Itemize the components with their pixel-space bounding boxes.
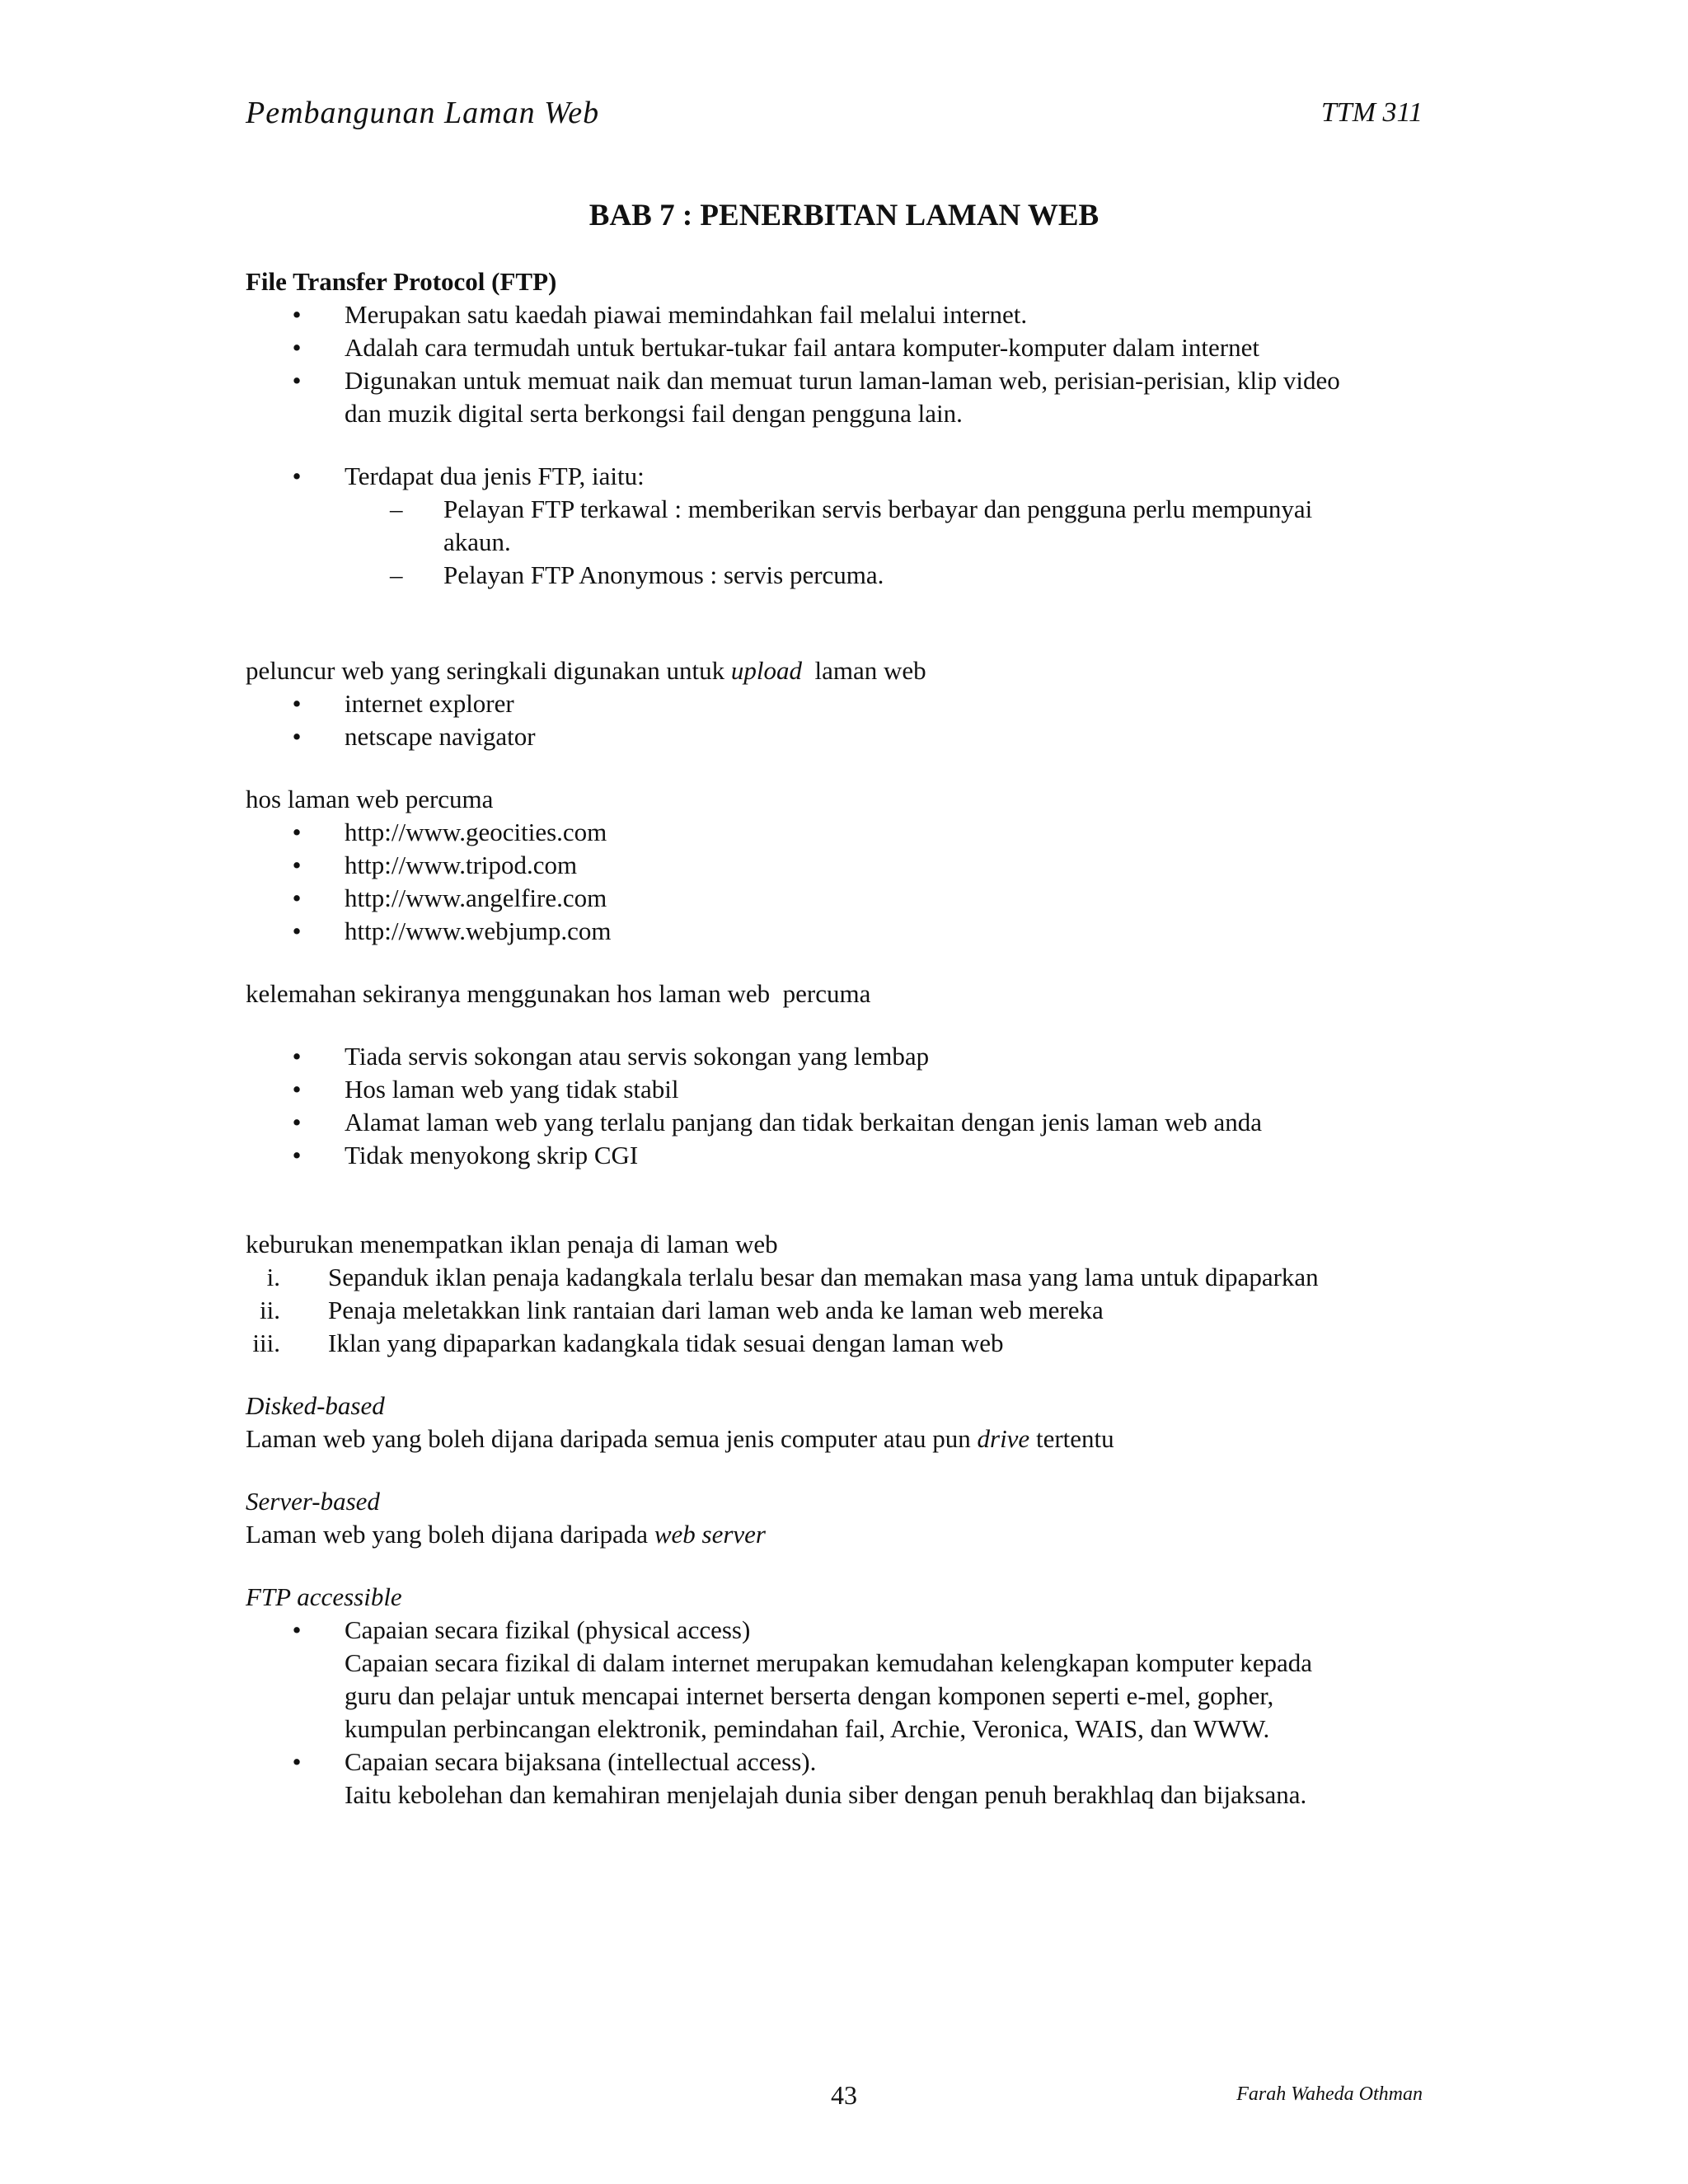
dash-icon: – — [390, 494, 403, 523]
bullet-icon: • — [292, 333, 302, 362]
list-item: • Tidak menyokong skrip CGI — [246, 1139, 1432, 1172]
ads-intro: keburukan menempatkan iklan penaja di laman web — [246, 1230, 778, 1258]
ftp-types-list — [246, 460, 1432, 493]
dash-icon: – — [390, 560, 403, 589]
list-item: • Hos laman web yang tidak stabil — [246, 1073, 1432, 1106]
bullet-icon: • — [292, 1075, 302, 1104]
list-item: – Pelayan FTP Anonymous : servis percuma. — [246, 559, 1432, 592]
list-item: • Alamat laman web yang terlalu panjang dan tidak berkaitan dengan jenis laman web anda — [246, 1106, 1432, 1139]
ftp-heading: File Transfer Protocol (FTP) — [246, 267, 557, 296]
list-item: • http://www.webjump.com — [246, 915, 1432, 948]
bullet-icon: • — [292, 1042, 302, 1071]
bullet-icon: • — [292, 1747, 302, 1776]
weaknesses-intro: kelemahan sekiranya menggunakan hos laman web percuma — [246, 979, 871, 1008]
list-item: • http://www.tripod.com — [246, 849, 1432, 882]
list-item: • Tiada servis sokongan atau servis sokongan yang lembap — [246, 1040, 1432, 1073]
header-course-title: Pembangunan Laman Web — [246, 96, 600, 130]
bullet-icon: • — [292, 300, 302, 329]
header-course-code: TTM 311 — [1320, 97, 1423, 128]
disked-text: Laman web yang boleh dijana daripada semua jenis computer atau pun drive tertentu — [246, 1424, 1114, 1453]
chapter-title: BAB 7 : PENERBITAN LAMAN WEB — [588, 199, 1100, 232]
bullet-icon: • — [292, 366, 302, 395]
list-item: iii. Iklan yang dipaparkan kadangkala tidak sesuai dengan laman web — [252, 1329, 1004, 1357]
bullet-icon: • — [292, 1141, 302, 1169]
bullet-icon: • — [292, 1615, 302, 1644]
list-item: • internet explorer — [246, 687, 1432, 720]
footer-author: Farah Waheda Othman — [1236, 2083, 1423, 2105]
list-item: • Digunakan untuk memuat naik dan memuat turun laman-laman web, perisian-perisian, klip video dan muzik digital serta berkongsi fail dengan pengguna lain. — [246, 364, 1432, 430]
ftp-bullet-list — [246, 298, 1432, 430]
server-heading: Server-based — [246, 1487, 380, 1516]
bullet-icon: • — [292, 462, 302, 490]
bullet-icon: • — [292, 689, 302, 718]
list-item: • Capaian secara bijaksana (intellectual access). Iaitu kebolehan dan kemahiran menjelajah dunia siber dengan penuh berakhlaq dan bijaksana. — [246, 1746, 1432, 1811]
list-item: • http://www.angelfire.com — [246, 882, 1432, 915]
free-hosts-list — [246, 816, 1432, 948]
list-item: i. Sepanduk iklan penaja kadangkala terlalu besar dan memakan masa yang lama untuk dipaparkan — [266, 1263, 1319, 1291]
list-item: • Terdapat dua jenis FTP, iaitu: — [246, 460, 1432, 493]
server-text: Laman web yang boleh dijana daripada web server — [246, 1520, 766, 1549]
list-item: • Merupakan satu kaedah piawai memindahkan fail melalui internet. — [246, 298, 1432, 331]
list-item: • Adalah cara termudah untuk bertukar-tukar fail antara komputer-komputer dalam internet — [246, 331, 1432, 364]
page-number: 43 — [831, 2080, 857, 2110]
bullet-icon: • — [292, 1108, 302, 1137]
bullet-icon: • — [292, 722, 302, 751]
ftp-access-heading: FTP accessible — [246, 1582, 402, 1611]
list-item: ii. Penaja meletakkan link rantaian dari laman web anda ke laman web mereka — [260, 1296, 1104, 1324]
disked-heading: Disked-based — [246, 1391, 385, 1420]
bullet-icon: • — [292, 883, 302, 912]
list-item: • netscape navigator — [246, 720, 1432, 753]
list-item: • http://www.geocities.com — [246, 816, 1432, 849]
ftp-access-list — [246, 1614, 1432, 1811]
list-item: – Pelayan FTP terkawal : memberikan servis berbayar dan pengguna perlu mempunyai akaun. — [390, 494, 1313, 556]
bullet-icon: • — [292, 851, 302, 879]
free-hosts-intro: hos laman web percuma — [246, 785, 494, 813]
page-content — [246, 265, 1432, 1811]
weaknesses-list — [246, 1040, 1432, 1172]
ftp-types-sublist — [246, 493, 1432, 592]
bullet-icon: • — [292, 916, 302, 945]
browsers-intro: peluncur web yang seringkali digunakan untuk upload laman web — [246, 656, 926, 685]
list-item: • Capaian secara fizikal (physical access) Capaian secara fizikal di dalam internet merupakan kemudahan kelengkapan komputer kepada guru dan pelajar untuk mencapai internet berserta dengan komponen seperti e-mel, gopher, kumpulan perbincangan elektronik, pemindahan fail, Archie, Veronica, WAIS, dan WWW. — [246, 1614, 1432, 1746]
ads-list — [246, 1261, 1432, 1360]
browsers-list — [246, 687, 1432, 753]
bullet-icon: • — [292, 818, 302, 846]
